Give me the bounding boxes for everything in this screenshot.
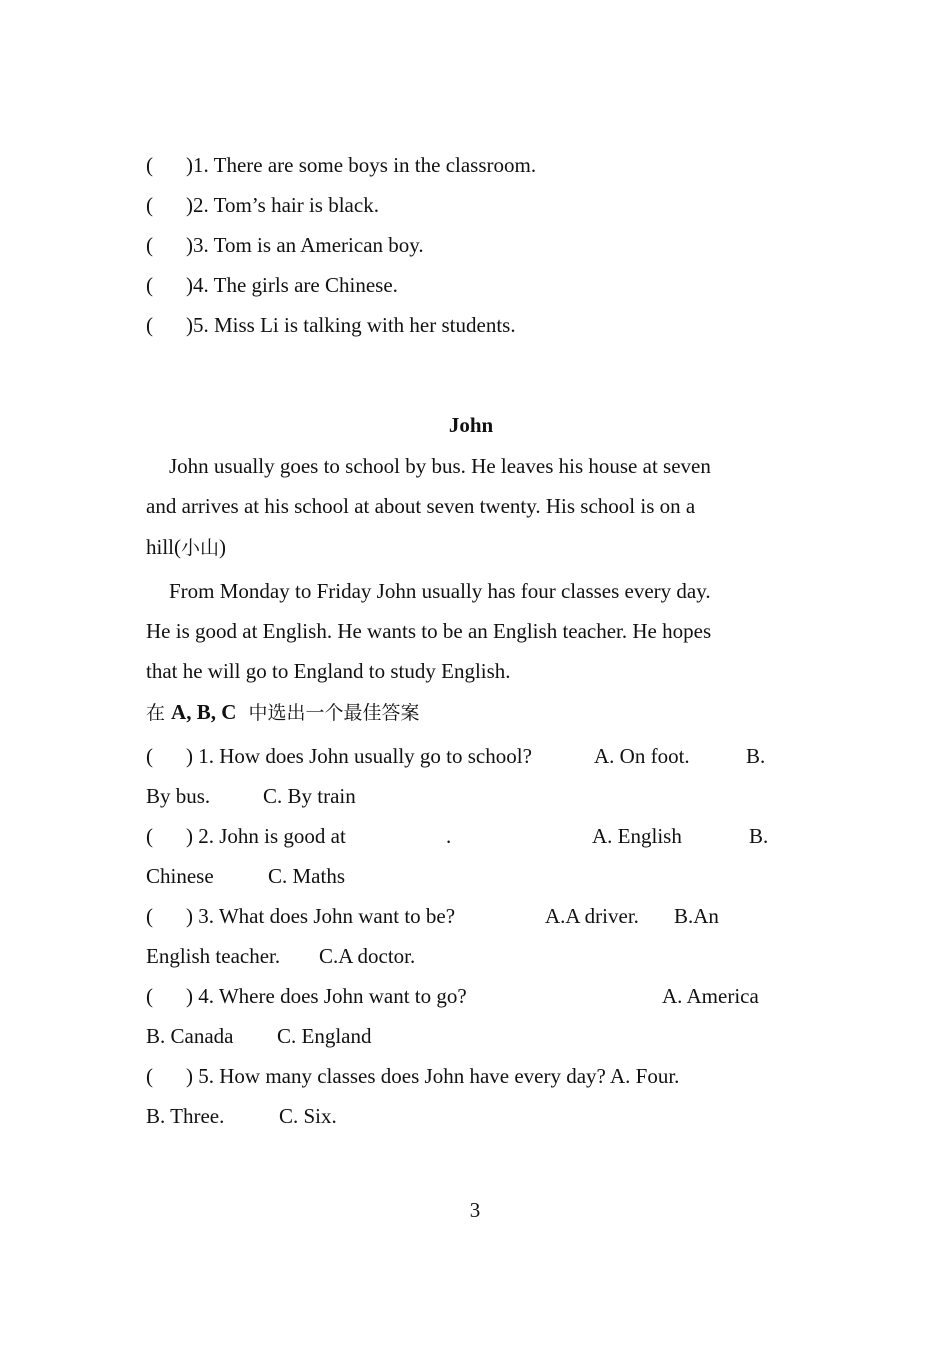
- option-c: C. Six.: [279, 1104, 337, 1128]
- option-b-label: B.: [749, 824, 769, 848]
- tf-item-4: [146, 275, 398, 296]
- option-c: C.A doctor.: [319, 944, 416, 968]
- answer-paren: (: [146, 744, 153, 768]
- tf-item-2: [146, 195, 379, 216]
- question-stem: ) 4. Where does John want to go?: [186, 984, 467, 1008]
- tf-item-1: [146, 155, 536, 176]
- tf-item-5: [146, 315, 516, 336]
- gloss-text: 小山: [181, 537, 220, 559]
- answer-paren: (: [146, 984, 153, 1008]
- option-b: B. Three.: [146, 1104, 225, 1128]
- question-stem: ) 1. How does John usually go to school?: [186, 744, 532, 768]
- instruction-options: A, B, C: [171, 700, 237, 724]
- answer-paren: (: [146, 273, 153, 297]
- question-stem: ) 2. John is good at: [186, 824, 346, 848]
- option-a: A. On foot.: [594, 744, 690, 768]
- passage-line: and arrives at his school at about seven twenty. His school is on a: [146, 494, 696, 518]
- option-b-label: B.: [746, 744, 766, 768]
- mc-q1-line2: By bus.: [146, 784, 211, 808]
- option-b: B. Canada: [146, 1024, 234, 1048]
- mc-q4-line1: [146, 986, 467, 1007]
- mc-q3-line1: [146, 906, 455, 927]
- question-stem: ) 5. How many classes does John have every day? A. Four.: [186, 1064, 680, 1088]
- tf-item-3: [146, 235, 424, 256]
- answer-paren: (: [146, 233, 153, 257]
- page-number: 3: [469, 1198, 481, 1222]
- option-c: C. By train: [263, 784, 356, 808]
- tf-text: )5. Miss Li is talking with her students.: [186, 313, 516, 337]
- option-a: A.A driver.: [545, 904, 639, 928]
- passage-line: From Monday to Friday John usually has four classes every day.: [169, 579, 711, 603]
- mc-q5-line1: [146, 1066, 679, 1087]
- option-b-label: B.An: [674, 904, 719, 928]
- answer-paren: (: [146, 824, 153, 848]
- tf-text: )1. There are some boys in the classroom.: [186, 153, 537, 177]
- instruction-pre: 在: [146, 702, 172, 724]
- answer-paren: (: [146, 904, 153, 928]
- tf-text: )2. Tom’s hair is black.: [186, 193, 379, 217]
- answer-paren: (: [146, 1064, 153, 1088]
- mc-q2-line1: [146, 826, 346, 847]
- tf-text: )3. Tom is an American boy.: [186, 233, 424, 257]
- answer-paren: (: [146, 313, 153, 337]
- passage-text: hill(: [146, 535, 181, 559]
- question-stem: ) 3. What does John want to be?: [186, 904, 456, 928]
- option-a: A. English: [592, 824, 682, 848]
- option-a: A. America: [662, 984, 759, 1008]
- passage-line: [146, 537, 226, 558]
- mc-q3-line2: English teacher.: [146, 944, 281, 968]
- mc-q2-line2: Chinese: [146, 864, 214, 888]
- instruction: [146, 702, 419, 723]
- passage-text: ): [219, 535, 227, 559]
- passage-line: that he will go to England to study English.: [146, 659, 511, 683]
- option-c: C. England: [277, 1024, 372, 1048]
- blank-dot: .: [446, 824, 452, 848]
- answer-paren: (: [146, 153, 153, 177]
- mc-q1-line1: [146, 746, 532, 767]
- option-c: C. Maths: [268, 864, 346, 888]
- passage-line: He is good at English. He wants to be an English teacher. He hopes: [146, 619, 712, 643]
- tf-text: )4. The girls are Chinese.: [186, 273, 398, 297]
- passage-line: John usually goes to school by bus. He leaves his house at seven: [169, 454, 711, 478]
- answer-paren: (: [146, 193, 153, 217]
- instruction-post: 中选出一个最佳答案: [236, 702, 420, 724]
- passage-title: John: [448, 413, 494, 437]
